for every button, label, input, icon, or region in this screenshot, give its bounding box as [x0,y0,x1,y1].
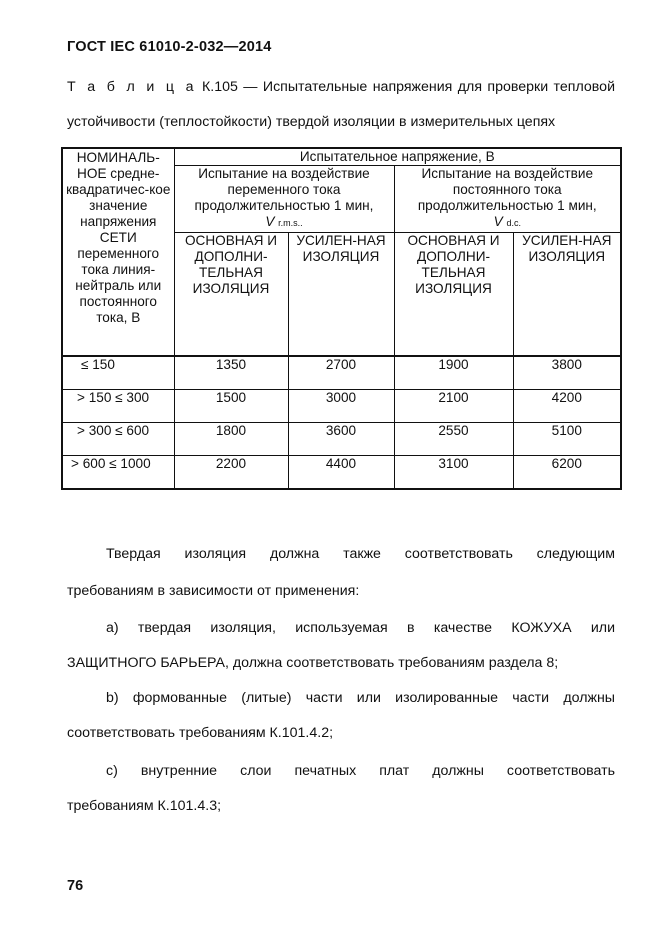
header-dc-subscript: d.c. [506,218,521,228]
paragraph-intro-line-2: требованиям в зависимости от применения: [67,583,360,599]
table-caption-label: Т а б л и ц а [67,79,197,95]
item-a-line-2: ЗАЩИТНОГО БАРЬЕРА, должна соответствовать требованиям раздела 8; [67,655,559,671]
cell-voltage: > 600 ≤ 1000 [62,456,174,490]
cell-dc-basic: 1900 [394,356,513,390]
item-c-line-2: требованиям К.101.4.3; [67,798,222,814]
header-ac-basic: ОСНОВНАЯ И ДОПОЛНИ-ТЕЛЬНАЯ ИЗОЛЯЦИЯ [174,233,288,357]
standard-header: ГОСТ IEC 61010-2-032—2014 [67,39,272,55]
header-dc-text: Испытание на воздействие постоянного тока продолжительностью 1 мин, [417,166,597,213]
cell-voltage: > 300 ≤ 600 [62,423,174,456]
header-ac-subscript: r.m.s.. [278,218,303,228]
table-caption-line-1 [67,78,615,96]
table-row [62,390,621,423]
paragraph-intro-line-1: Твердая изоляция должна также соответствовать следующим [106,546,615,562]
header-ac-symbol: V [265,214,275,229]
cell-dc-basic: 2550 [394,423,513,456]
test-voltage-table [61,147,622,490]
header-ac-reinforced: УСИЛЕН-НАЯ ИЗОЛЯЦИЯ [288,233,394,357]
table-caption-line-2: устойчивости (теплостойкости) твердой изоляции в измерительных цепях [67,114,556,130]
header-ac-test [174,166,394,233]
cell-ac-reinforced: 4400 [288,456,394,490]
cell-ac-basic: 1350 [174,356,288,390]
table-row [62,456,621,490]
cell-ac-basic: 2200 [174,456,288,490]
item-b-line-1: b) формованные (литые) части или изолированные части должны [106,690,615,706]
cell-dc-reinforced: 3800 [513,356,621,390]
header-dc-symbol: V [493,214,503,229]
cell-dc-basic: 3100 [394,456,513,490]
cell-voltage: > 150 ≤ 300 [62,390,174,423]
item-c-line-1: с) внутренние слои печатных плат должны соответствовать [106,763,615,779]
cell-ac-reinforced: 3600 [288,423,394,456]
item-b-line-2: соответствовать требованиям К.101.4.2; [67,725,334,741]
cell-ac-reinforced: 2700 [288,356,394,390]
cell-voltage: ≤ 150 [62,356,174,390]
header-dc-basic: ОСНОВНАЯ И ДОПОЛНИ-ТЕЛЬНАЯ ИЗОЛЯЦИЯ [394,233,513,357]
item-a-line-1: а) твердая изоляция, используемая в качестве КОЖУХА или [106,620,615,636]
cell-dc-basic: 2100 [394,390,513,423]
header-dc-reinforced: УСИЛЕН-НАЯ ИЗОЛЯЦИЯ [513,233,621,357]
header-dc-test [394,166,621,233]
table-header-row-1 [62,148,621,166]
cell-dc-reinforced: 6200 [513,456,621,490]
cell-ac-reinforced: 3000 [288,390,394,423]
cell-ac-basic: 1500 [174,390,288,423]
table-caption-title: К.105 — Испытательные напряжения для проверки тепловой [202,79,615,95]
page-number: 76 [67,878,84,894]
cell-dc-reinforced: 5100 [513,423,621,456]
header-ac-text: Испытание на воздействие переменного тока продолжительностью 1 мин, [194,166,374,213]
header-rated-voltage: НОМИНАЛЬ-НОЕ средне-квадратичес-кое значение напряжения СЕТИ переменного тока линия-нейтраль или постоянного тока, В [62,148,174,356]
cell-dc-reinforced: 4200 [513,390,621,423]
header-test-voltage: Испытательное напряжение, В [174,148,621,166]
table-row [62,423,621,456]
cell-ac-basic: 1800 [174,423,288,456]
table-row [62,356,621,390]
